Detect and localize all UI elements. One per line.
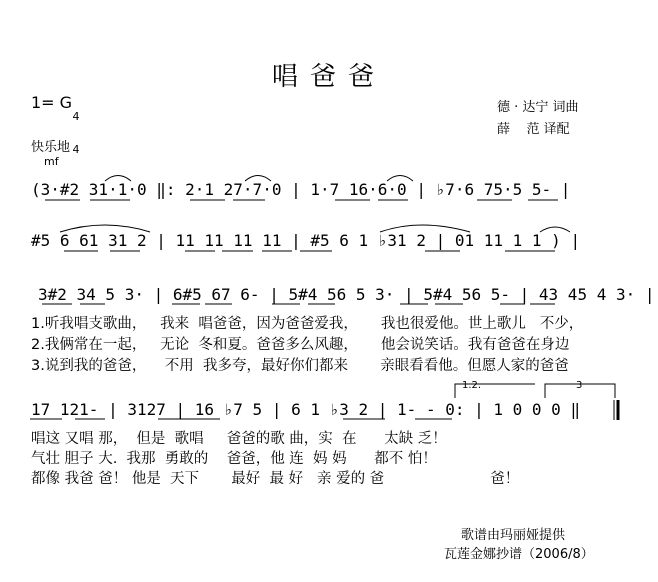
song-title: 唱爸爸	[271, 62, 386, 92]
notation-row-1: (3·#2 31·1·0 ‖: 2·1 27·7·0 | 1·7 16·6·0 | ♭7·6 75·5 5- |	[31, 180, 571, 199]
slurs-row-1	[105, 176, 413, 182]
notation-row-2: #5 6 61 31 2 | 11 11 11 11 | #5 6 1 ♭31 2 | 01 11 1 1 ) |	[31, 231, 581, 250]
credit-translator: 薛 范 译配	[497, 122, 570, 137]
lyrics-verse-1: 1.听我唱支歌曲， 我来 唱爸爸，因为爸爸爱我， 我也很爱他。世上歌儿 不少，	[31, 316, 584, 332]
credit-lyricist-composer: 德 · 达宁 词曲	[497, 100, 579, 115]
slurs-row-2	[60, 225, 570, 232]
volta-brackets	[455, 384, 615, 398]
lyrics-line-4c: 都像 我爸 爸！ 他是 天下 最好 最 好 亲 爱的 爸 爸！	[31, 471, 520, 487]
time-signature-bottom: 4	[72, 143, 80, 156]
dynamic-marking: mf	[44, 155, 59, 168]
time-signature-top: 4	[72, 110, 80, 123]
lyrics-line-4b: 气壮 胆子 大. 我那 勇敢的 爸爸，他 连 妈 妈 都不 怕！	[31, 451, 437, 467]
lyrics-verse-2: 2.我俩常在一起， 无论 冬和夏。爸爸多么风趣， 他会说笑话。我有爸爸在身边	[31, 337, 570, 353]
tempo-marking: 快乐地	[31, 140, 71, 155]
second-ending-label: 3	[576, 380, 583, 391]
first-ending-label: 1.2.	[462, 380, 482, 391]
lyrics-verse-3: 3.说到我的爸爸， 不用 我多夸，最好你们都来 亲眼看看他。但愿人家的爸爸	[31, 358, 569, 374]
lyrics-line-4a: 唱这 又唱 那， 但是 歌唱 爸爸的歌 曲，实 在 太缺 乏！	[31, 431, 447, 447]
footer-transcriber: 瓦莲金娜抄谱（2006/8）	[444, 547, 594, 562]
final-barline	[614, 400, 618, 420]
notation-row-4: 17 121- | 3127 | 16 ♭7 5 | 6 1 ♭3 2 | 1- - 0: | 1 0 0 0 ‖	[31, 400, 581, 419]
footer-provider: 歌谱由玛丽娅提供	[461, 528, 566, 543]
notation-row-3: 3#2 34 5 3· | 6#5 67 6- | 5#4 56 5 3· | 5#4 56 5- | 43 45 4 3· |	[38, 285, 655, 304]
key-signature: 1= G	[31, 93, 73, 112]
